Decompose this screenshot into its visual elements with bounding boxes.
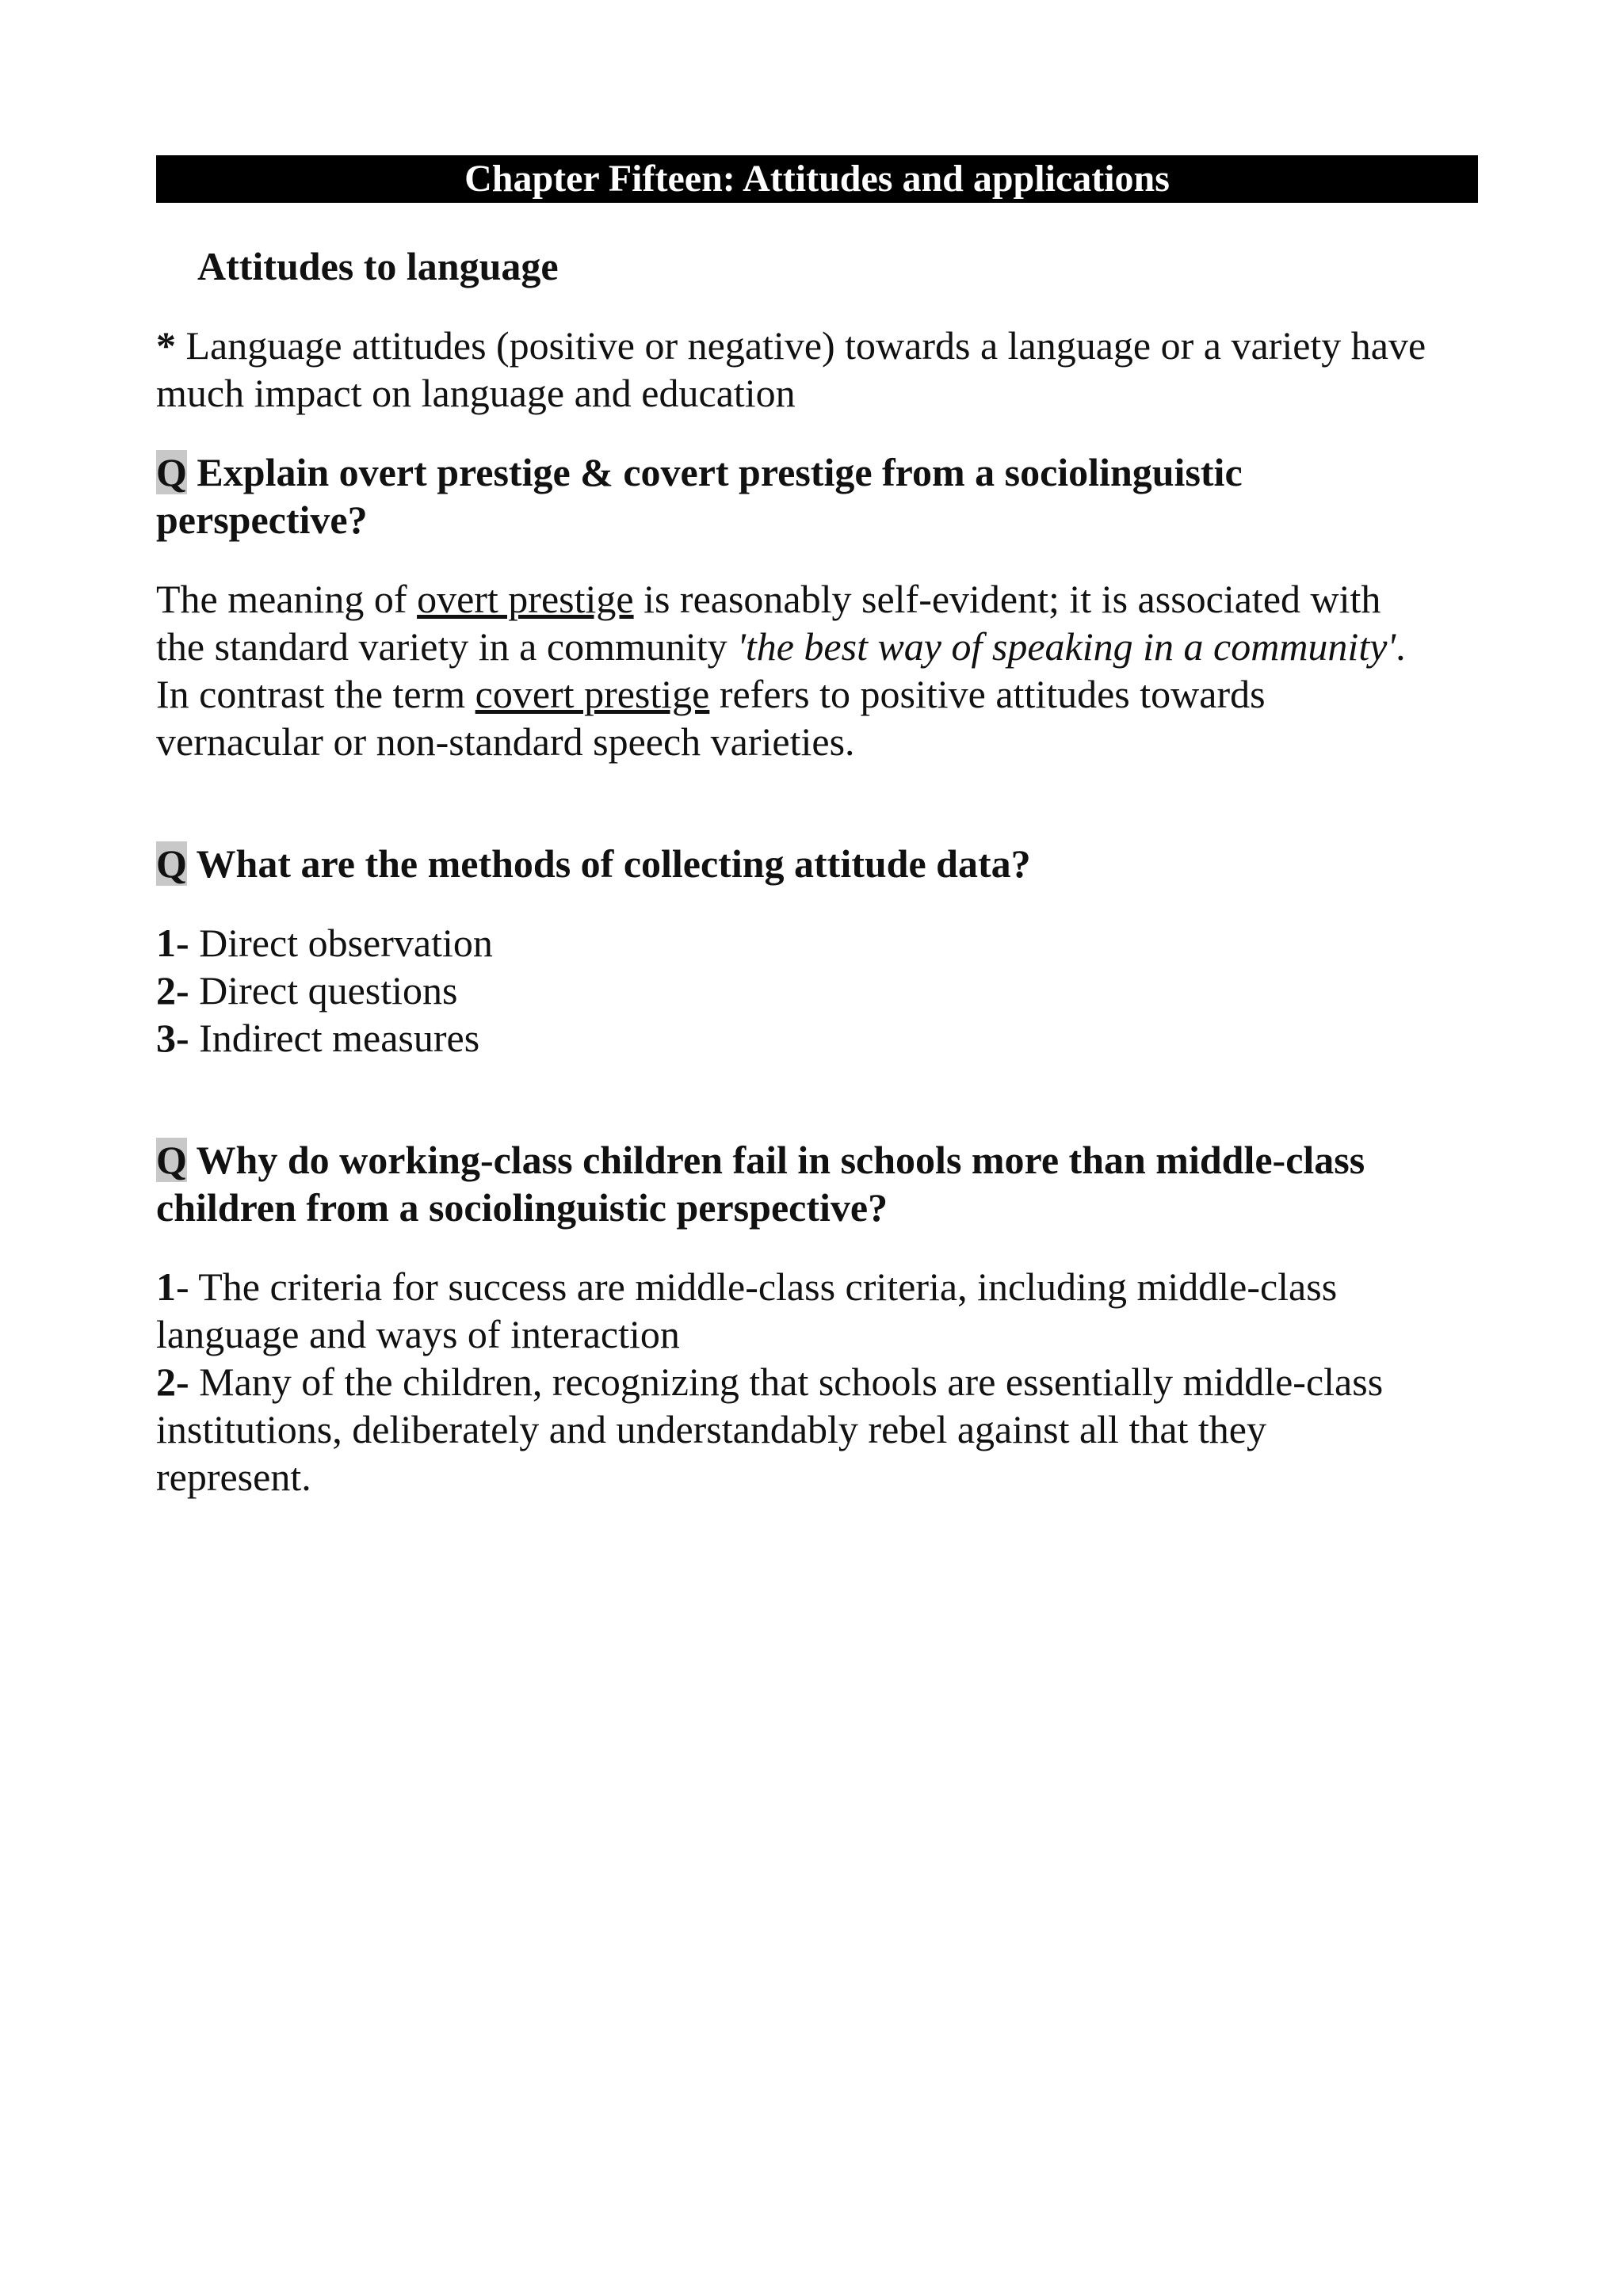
list-text: Direct observation — [189, 921, 493, 965]
list-item-continuation: language and ways of interaction — [156, 1312, 680, 1356]
answer-text: In contrast the term — [156, 672, 475, 716]
answer-text: . — [1396, 624, 1406, 669]
chapter-title: Chapter Fifteen: Attitudes and applications — [156, 155, 1478, 203]
answer-1-line-4: vernacular or non-standard speech varieties. — [156, 719, 855, 764]
intro-paragraph — [156, 322, 1478, 417]
question-3-line-1 — [156, 1136, 1478, 1184]
list-text: Direct questions — [189, 968, 458, 1013]
list-text: Indirect measures — [189, 1016, 480, 1060]
question-2-text: What are the methods of collecting attitude data? — [196, 841, 1031, 886]
list-item-continuation: represent. — [156, 1455, 311, 1499]
list-number: 1- — [156, 921, 189, 965]
question-1-line-2: perspective? — [156, 498, 368, 542]
list-item — [156, 1263, 1478, 1310]
list-text: Many of the children, recognizing that schools are essentially middle-class — [189, 1360, 1384, 1404]
question-marker: Q — [156, 450, 187, 494]
list-number: 3- — [156, 1016, 189, 1060]
question-3-line-2: children from a sociolinguistic perspective? — [156, 1185, 888, 1230]
list-number: 2- — [156, 968, 189, 1013]
quoted-definition: 'the best way of speaking in a community' — [737, 624, 1396, 669]
question-3-text: Why do working-class children fail in schools more than middle-class — [196, 1138, 1365, 1182]
list-number: 1 — [156, 1264, 176, 1309]
question-2-heading — [156, 840, 1478, 887]
list-item — [156, 967, 1478, 1014]
question-marker: Q — [156, 841, 187, 886]
overt-prestige-term: overt prestige — [417, 577, 634, 621]
question-1-answer — [156, 575, 1478, 765]
intro-line-1 — [156, 322, 1478, 369]
section-heading: Attitudes to language — [197, 244, 559, 288]
list-number: 2- — [156, 1360, 189, 1404]
answer-text: refers to positive attitudes towards — [709, 672, 1266, 716]
list-item — [156, 1014, 1478, 1062]
list-item — [156, 1358, 1478, 1405]
question-1-line-1 — [156, 448, 1478, 496]
list-text: - The criteria for success are middle-class criteria, including middle-class — [176, 1264, 1338, 1309]
intro-line-2: much impact on language and education — [156, 371, 796, 415]
question-1-text: Explain overt prestige & covert prestige from a sociolinguistic — [197, 450, 1243, 494]
methods-list — [156, 919, 1478, 1062]
answer-1-line-1 — [156, 575, 1478, 623]
answer-text: The meaning of — [156, 577, 418, 621]
reasons-list — [156, 1263, 1478, 1501]
intro-bullet: * — [156, 323, 176, 368]
document-page — [156, 155, 1478, 1501]
intro-text: Language attitudes (positive or negative) towards a language or a variety have — [185, 323, 1426, 368]
answer-1-line-2 — [156, 623, 1478, 670]
answer-1-line-3 — [156, 670, 1478, 718]
question-2-line-1 — [156, 840, 1478, 887]
covert-prestige-term: covert prestige — [475, 672, 710, 716]
list-item — [156, 919, 1478, 967]
question-3-heading — [156, 1136, 1478, 1231]
answer-text: is reasonably self-evident; it is associated with — [633, 577, 1381, 621]
list-item-continuation: institutions, deliberately and understandably rebel against all that they — [156, 1407, 1267, 1451]
question-1-heading — [156, 448, 1478, 543]
answer-text: the standard variety in a community — [156, 624, 738, 669]
question-marker: Q — [156, 1138, 187, 1182]
